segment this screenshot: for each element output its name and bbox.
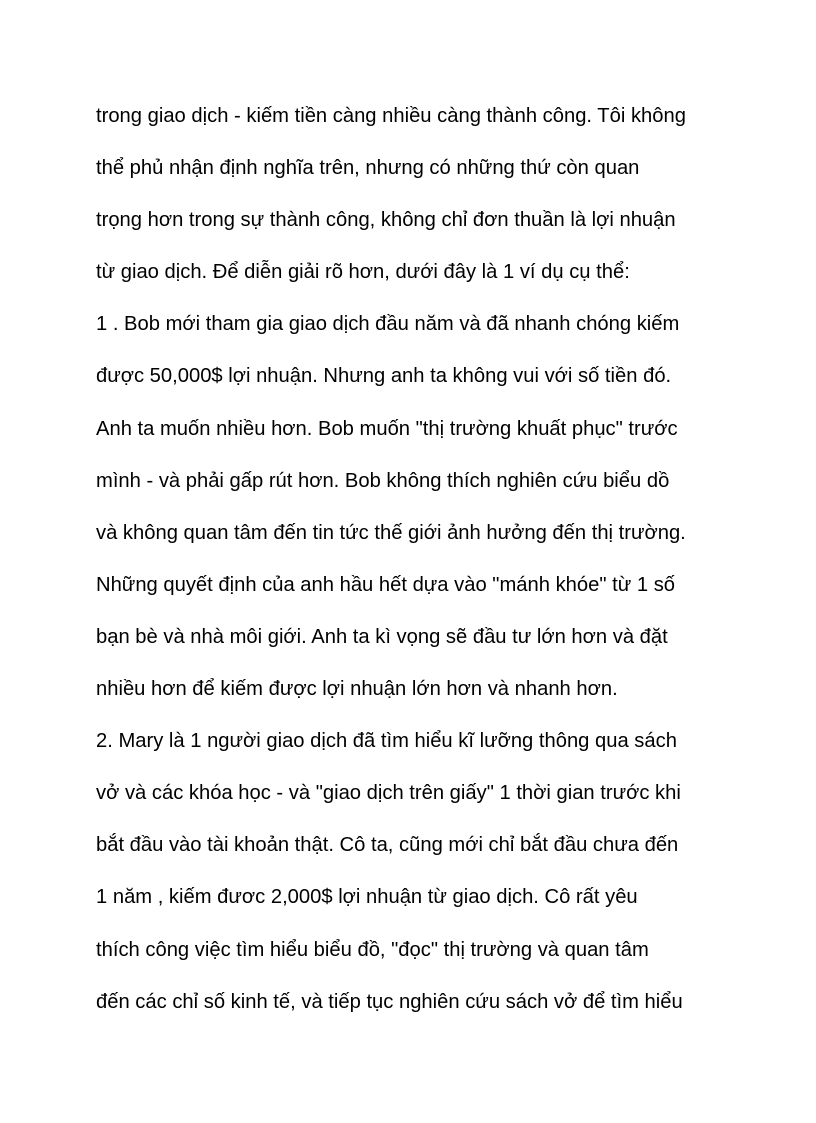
- text-line: 1 . Bob mới tham gia giao dịch đầu năm và đã nhanh chóng kiếm: [96, 313, 680, 336]
- text-line: Những quyết định của anh hầu hết dựa vào "mánh khóe" từ 1 số: [96, 573, 676, 596]
- text-line: được 50,000$ lợi nhuận. Nhưng anh ta không vui với số tiền đó.: [96, 365, 672, 388]
- text-line: thích công việc tìm hiểu biểu đồ, "đọc" thị trường và quan tâm: [96, 938, 649, 961]
- text-line: thể phủ nhận định nghĩa trên, nhưng có những thứ còn quan: [96, 157, 640, 180]
- text-line: bắt đầu vào tài khoản thật. Cô ta, cũng mới chỉ bắt đầu chưa đến: [96, 834, 679, 857]
- text-line: đến các chỉ số kinh tế, và tiếp tục nghiên cứu sách vở để tìm hiểu: [96, 990, 683, 1013]
- text-line: nhiều hơn để kiếm được lợi nhuận lớn hơn và nhanh hơn.: [96, 678, 618, 701]
- text-line: Anh ta muốn nhiều hơn. Bob muốn "thị trường khuất phục" trước: [96, 417, 678, 440]
- text-line: mình - và phải gấp rút hơn. Bob không thích nghiên cứu biểu dồ: [96, 469, 670, 492]
- text-line: trong giao dịch - kiếm tiền càng nhiều càng thành công. Tôi không: [96, 105, 686, 127]
- document-body: [96, 98, 736, 1036]
- text-line: bạn bè và nhà môi giới. Anh ta kì vọng sẽ đầu tư lớn hơn và đặt: [96, 625, 668, 648]
- text-line: vở và các khóa học - và "giao dịch trên giấy" 1 thời gian trước khi: [96, 782, 681, 805]
- text-line: 2. Mary là 1 người giao dịch đã tìm hiểu kĩ lưỡng thông qua sách: [96, 730, 677, 753]
- text-line: từ giao dịch. Để diễn giải rõ hơn, dưới đây là 1 ví dụ cụ thể:: [96, 261, 630, 284]
- text-line: và không quan tâm đến tin tức thế giới ảnh hưởng đến thị trường.: [96, 521, 686, 544]
- text-line: trọng hơn trong sự thành công, không chỉ đơn thuần là lợi nhuận: [96, 209, 676, 232]
- text-line: 1 năm , kiếm đươc 2,000$ lợi nhuận từ giao dịch. Cô rất yêu: [96, 886, 638, 909]
